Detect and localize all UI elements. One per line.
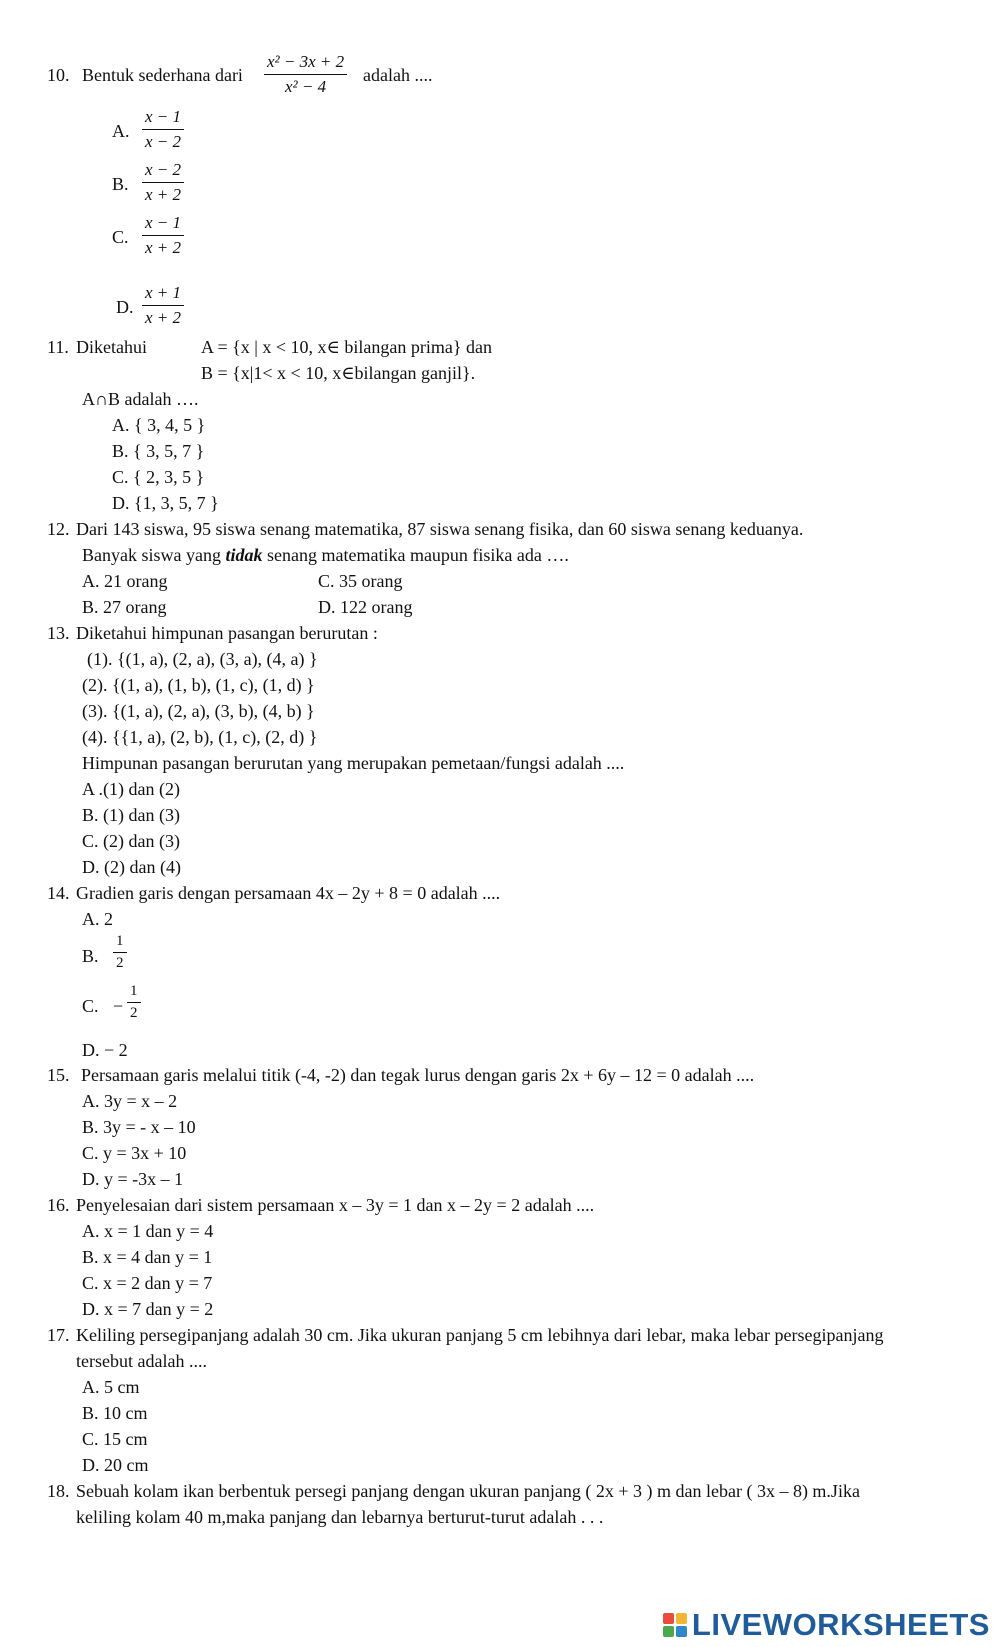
pair-set-item: (3). {(1, a), (2, a), (3, b), (4, b) }	[82, 701, 315, 721]
logo-tiles-icon	[663, 1613, 687, 1637]
question-number: 10.	[47, 65, 70, 85]
question-text: Keliling persegipanjang adalah 30 cm. Jika ukuran panjang 5 cm lebihnya dari lebar, maka lebar persegipanjang	[76, 1325, 884, 1345]
option-c[interactable]: C. 15 cm	[82, 1429, 148, 1449]
fraction-denominator: x + 2	[145, 308, 182, 327]
fraction-numerator: x − 1	[142, 213, 184, 236]
fraction-numerator: x + 1	[142, 283, 184, 306]
option-d[interactable]: D. x = 7 dan y = 2	[82, 1299, 214, 1319]
question-label: Diketahui	[76, 337, 147, 357]
question-number: 18.	[47, 1481, 70, 1501]
question-text: Diketahui himpunan pasangan berurutan :	[76, 623, 378, 643]
option-letter: D.	[116, 297, 134, 317]
option-b[interactable]: B. 3y = - x – 10	[82, 1117, 196, 1137]
fraction-numerator: x − 1	[142, 107, 184, 130]
option-c[interactable]: C. { 2, 3, 5 }	[112, 467, 205, 487]
question-text: A∩B adalah ….	[82, 389, 199, 409]
pair-set-item: (4). {{1, a), (2, b), (1, c), (2, d) }	[82, 727, 318, 747]
question-text-line-2: tersebut adalah ....	[76, 1351, 207, 1371]
fraction	[113, 933, 127, 972]
set-a-definition: A = {x | x < 10, x∈ bilangan prima} dan	[201, 337, 492, 357]
question-text-suffix: adalah ....	[363, 65, 433, 85]
logo-tile	[663, 1613, 674, 1624]
option-b[interactable]: B. { 3, 5, 7 }	[112, 441, 205, 461]
option-d[interactable]: D. − 2	[82, 1040, 128, 1060]
fraction-numerator: x² − 3x + 2	[264, 52, 347, 75]
fraction	[264, 52, 347, 97]
option-letter: B.	[112, 174, 129, 194]
question-number: 13.	[47, 623, 70, 643]
question-text-line-2	[82, 542, 569, 568]
option-c[interactable]: C. 35 orang	[318, 571, 403, 591]
pair-set-item: (1). {(1, a), (2, a), (3, a), (4, a) }	[87, 649, 318, 669]
question-prompt: Himpunan pasangan berurutan yang merupakan pemetaan/fungsi adalah ....	[82, 753, 625, 773]
fraction-denominator: x² − 4	[285, 77, 327, 96]
option-a[interactable]: A. 21 orang	[82, 571, 168, 591]
text-segment: senang matematika maupun fisika ada ….	[262, 545, 569, 565]
fraction	[142, 160, 184, 205]
option-c[interactable]: C. (2) dan (3)	[82, 831, 180, 851]
fraction-denominator: x − 2	[145, 132, 182, 151]
fraction-denominator: 2	[130, 1005, 138, 1021]
set-b-definition: B = {x|1< x < 10, x∈bilangan ganjil}.	[201, 363, 476, 383]
logo-tile	[663, 1626, 674, 1637]
option-letter: A.	[112, 121, 130, 141]
question-text: Penyelesaian dari sistem persamaan x – 3y = 1 dan x – 2y = 2 adalah ....	[76, 1195, 595, 1215]
question-number: 16.	[47, 1195, 70, 1215]
text-segment: Banyak siswa yang	[82, 545, 226, 565]
question-number: 15.	[47, 1065, 70, 1085]
fraction-numerator: 1	[127, 983, 141, 1003]
emphasis-text: tidak	[225, 545, 263, 565]
option-b[interactable]: B. 10 cm	[82, 1403, 148, 1423]
question-number: 17.	[47, 1325, 70, 1345]
option-c[interactable]: C. y = 3x + 10	[82, 1143, 187, 1163]
option-letter: C.	[82, 996, 99, 1016]
fraction-denominator: x + 2	[145, 238, 182, 257]
question-text: Bentuk sederhana dari	[82, 65, 243, 85]
option-a[interactable]: A .(1) dan (2)	[82, 779, 180, 799]
liveworksheets-logo	[663, 1608, 990, 1642]
question-text: Sebuah kolam ikan berbentuk persegi panjang dengan ukuran panjang ( 2x + 3 ) m dan lebar ( 3x – 8) m.Jika	[76, 1481, 860, 1501]
option-a[interactable]: A. 5 cm	[82, 1377, 140, 1397]
option-b[interactable]: B. (1) dan (3)	[82, 805, 180, 825]
fraction	[127, 983, 141, 1022]
question-text-line-2: keliling kolam 40 m,maka panjang dan lebarnya berturut-turut adalah . . .	[76, 1507, 604, 1527]
question-text: Dari 143 siswa, 95 siswa senang matematika, 87 siswa senang fisika, dan 60 siswa senang keduanya.	[76, 519, 804, 539]
option-d[interactable]: D. {1, 3, 5, 7 }	[112, 493, 219, 513]
option-a[interactable]: A. x = 1 dan y = 4	[82, 1221, 214, 1241]
question-number: 11.	[47, 337, 69, 357]
question-text: Gradien garis dengan persamaan 4x – 2y + 8 = 0 adalah ....	[76, 883, 501, 903]
minus-sign: −	[113, 996, 124, 1016]
option-b[interactable]: B. 27 orang	[82, 597, 167, 617]
fraction-numerator: x − 2	[142, 160, 184, 183]
pair-set-item: (2). {(1, a), (1, b), (1, c), (1, d) }	[82, 675, 315, 695]
question-text: Persamaan garis melalui titik (-4, -2) dan tegak lurus dengan garis 2x + 6y – 12 = 0 adalah ....	[81, 1065, 755, 1085]
question-number: 12.	[47, 519, 70, 539]
option-c[interactable]: C. x = 2 dan y = 7	[82, 1273, 213, 1293]
option-d[interactable]: D. 20 cm	[82, 1455, 149, 1475]
option-a[interactable]: A. { 3, 4, 5 }	[112, 415, 206, 435]
option-letter: C.	[112, 227, 129, 247]
fraction-denominator: 2	[116, 955, 124, 971]
logo-tile	[676, 1613, 687, 1624]
fraction-denominator: x + 2	[145, 185, 182, 204]
option-d[interactable]: D. 122 orang	[318, 597, 413, 617]
option-a[interactable]: A. 2	[82, 909, 113, 929]
fraction	[142, 107, 184, 152]
fraction	[142, 283, 184, 328]
fraction	[142, 213, 184, 258]
option-letter: B.	[82, 946, 99, 966]
option-a[interactable]: A. 3y = x – 2	[82, 1091, 178, 1111]
question-number: 14.	[47, 883, 70, 903]
option-b[interactable]: B. x = 4 dan y = 1	[82, 1247, 213, 1267]
logo-text: LIVEWORKSHEETS	[691, 1607, 990, 1642]
option-d[interactable]: D. y = -3x – 1	[82, 1169, 184, 1189]
fraction-numerator: 1	[113, 933, 127, 953]
option-d[interactable]: D. (2) dan (4)	[82, 857, 181, 877]
logo-tile	[676, 1626, 687, 1637]
